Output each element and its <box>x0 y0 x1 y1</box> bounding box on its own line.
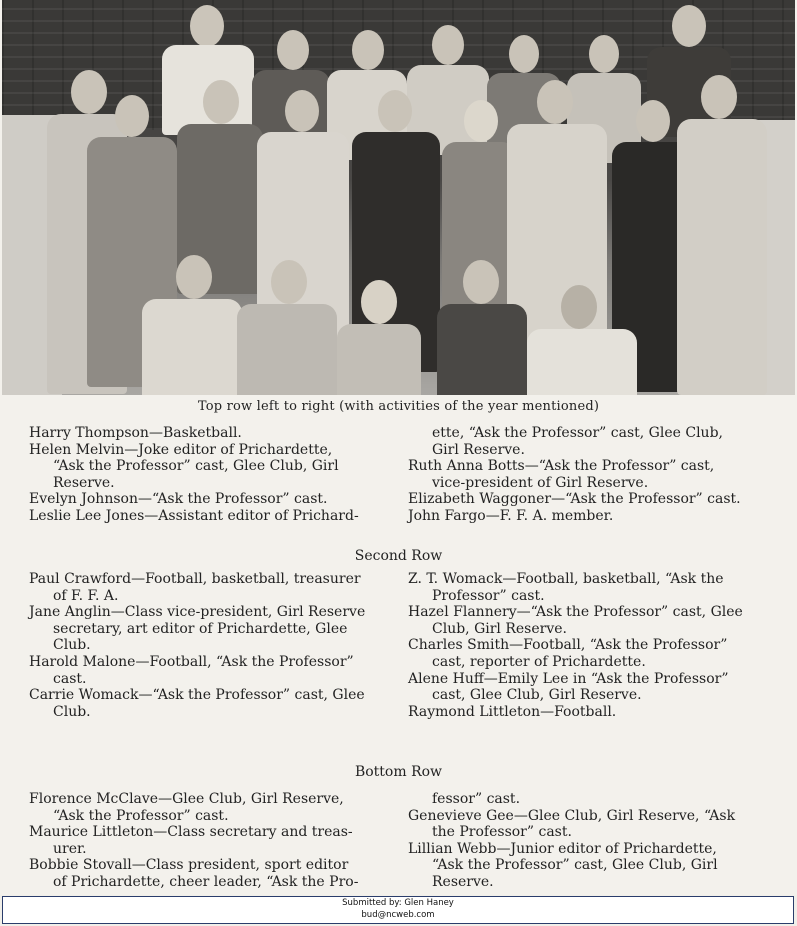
entry-line: Paul Crawford—Football, basketball, treasurer <box>29 571 361 587</box>
activity-entry <box>29 442 399 492</box>
entry-continuation-line: of Prichardette, cheer leader, “Ask the Pro- <box>53 873 359 890</box>
entry-line: Harry Thompson—Basketball. <box>29 425 242 441</box>
activity-entry <box>29 571 399 604</box>
entry-continuation-line: Girl Reserve. <box>432 441 525 458</box>
entry-continuation-line: vice-president of Girl Reserve. <box>432 474 649 491</box>
entry-line: Florence McClave—Glee Club, Girl Reserve, <box>29 791 344 807</box>
entry-line: Genevieve Gee—Glee Club, Girl Reserve, “Ask <box>408 807 736 824</box>
activity-entry <box>408 637 780 670</box>
top-row-right-column <box>408 425 780 525</box>
entry-continuation-line: cast, Glee Club, Girl Reserve. <box>432 687 642 704</box>
activity-entry <box>408 458 780 491</box>
second-row-right-column <box>408 571 780 720</box>
entry-line: ette, “Ask the Professor” cast, Glee Club, <box>432 425 723 441</box>
activity-entry <box>408 508 780 525</box>
entry-continuation-line: Club. <box>53 637 91 654</box>
entry-line: Hazel Flannery—“Ask the Professor” cast, Glee <box>408 604 743 621</box>
entry-line: Elizabeth Waggoner—“Ask the Professor” cast. <box>408 491 741 508</box>
entry-line: Raymond Littleton—Football. <box>408 703 617 720</box>
entry-continuation-line: Club, Girl Reserve. <box>432 620 567 637</box>
second-row-left-column <box>29 571 399 720</box>
entry-line: fessor” cast. <box>432 791 521 807</box>
entry-continuation-line: “Ask the Professor” cast, Glee Club, Girl <box>432 857 718 874</box>
entry-continuation-line: secretary, art editor of Prichardette, Glee <box>53 620 348 637</box>
entry-continuation-line: “Ask the Professor” cast, Glee Club, Girl <box>53 458 339 475</box>
activity-entry <box>29 508 399 525</box>
bottom-row-left-column <box>29 791 399 891</box>
submission-footer <box>2 896 794 924</box>
entry-continuation-line: Reserve. <box>53 474 115 491</box>
entry-line: Maurice Littleton—Class secretary and treas- <box>29 824 353 841</box>
activity-entry <box>29 491 399 508</box>
activity-entry <box>29 824 399 857</box>
entry-line: Bobbie Stovall—Class president, sport editor <box>29 857 349 874</box>
submitted-by-text: Submitted by: Glen Haney <box>342 898 454 908</box>
activity-entry <box>408 571 780 604</box>
activity-entry <box>29 857 399 890</box>
second-row-heading: Second Row <box>354 548 443 564</box>
activity-entry <box>408 425 780 458</box>
activity-entry <box>408 808 780 841</box>
class-photograph <box>2 0 795 395</box>
entry-continuation-line: cast, reporter of Prichardette. <box>432 653 646 670</box>
entry-line: Jane Anglin—Class vice-president, Girl Reserve <box>29 604 366 621</box>
activity-entry <box>29 425 399 442</box>
entry-line: John Fargo—F. F. A. member. <box>408 507 614 524</box>
entry-continuation-line: urer. <box>53 840 87 857</box>
activity-entry <box>408 604 780 637</box>
activity-entry <box>408 491 780 508</box>
entry-line: Alene Huff—Emily Lee in “Ask the Professor” <box>408 670 729 687</box>
activity-entry <box>408 791 780 808</box>
entry-continuation-line: Reserve. <box>432 873 494 890</box>
entry-line: Ruth Anna Botts—“Ask the Professor” cast, <box>408 458 715 475</box>
top-row-left-column <box>29 425 399 525</box>
entry-continuation-line: “Ask the Professor” cast. <box>53 807 229 824</box>
entry-line: Evelyn Johnson—“Ask the Professor” cast. <box>29 491 328 508</box>
entry-continuation-line: cast. <box>53 670 87 687</box>
entry-continuation-line: Professor” cast. <box>432 587 545 604</box>
entry-line: Lillian Webb—Junior editor of Prichardette, <box>408 840 717 857</box>
bottom-row-heading: Bottom Row <box>354 764 443 780</box>
email-link[interactable]: bud@ncweb.com <box>361 910 435 920</box>
entry-line: Z. T. Womack—Football, basketball, “Ask the <box>408 571 724 587</box>
activity-entry <box>408 841 780 891</box>
entry-line: Leslie Lee Jones—Assistant editor of Prichard- <box>29 507 359 524</box>
activity-entry <box>408 704 780 721</box>
entry-line: Charles Smith—Football, “Ask the Professor” <box>408 637 728 654</box>
activity-entry <box>408 671 780 704</box>
activity-entry <box>29 654 399 687</box>
entry-line: Helen Melvin—Joke editor of Prichardette, <box>29 441 333 458</box>
activity-entry <box>29 791 399 824</box>
bottom-row-right-column <box>408 791 780 891</box>
entry-continuation-line: Club. <box>53 703 91 720</box>
entry-continuation-line: of F. F. A. <box>53 587 119 604</box>
activity-entry <box>29 687 399 720</box>
activity-entry <box>29 604 399 654</box>
entry-continuation-line: the Professor” cast. <box>432 824 572 841</box>
entry-line: Harold Malone—Football, “Ask the Professor” <box>29 653 354 670</box>
entry-line: Carrie Womack—“Ask the Professor” cast, Glee <box>29 687 365 704</box>
photo-caption: Top row left to right (with activities of the year mentioned) <box>197 399 600 414</box>
